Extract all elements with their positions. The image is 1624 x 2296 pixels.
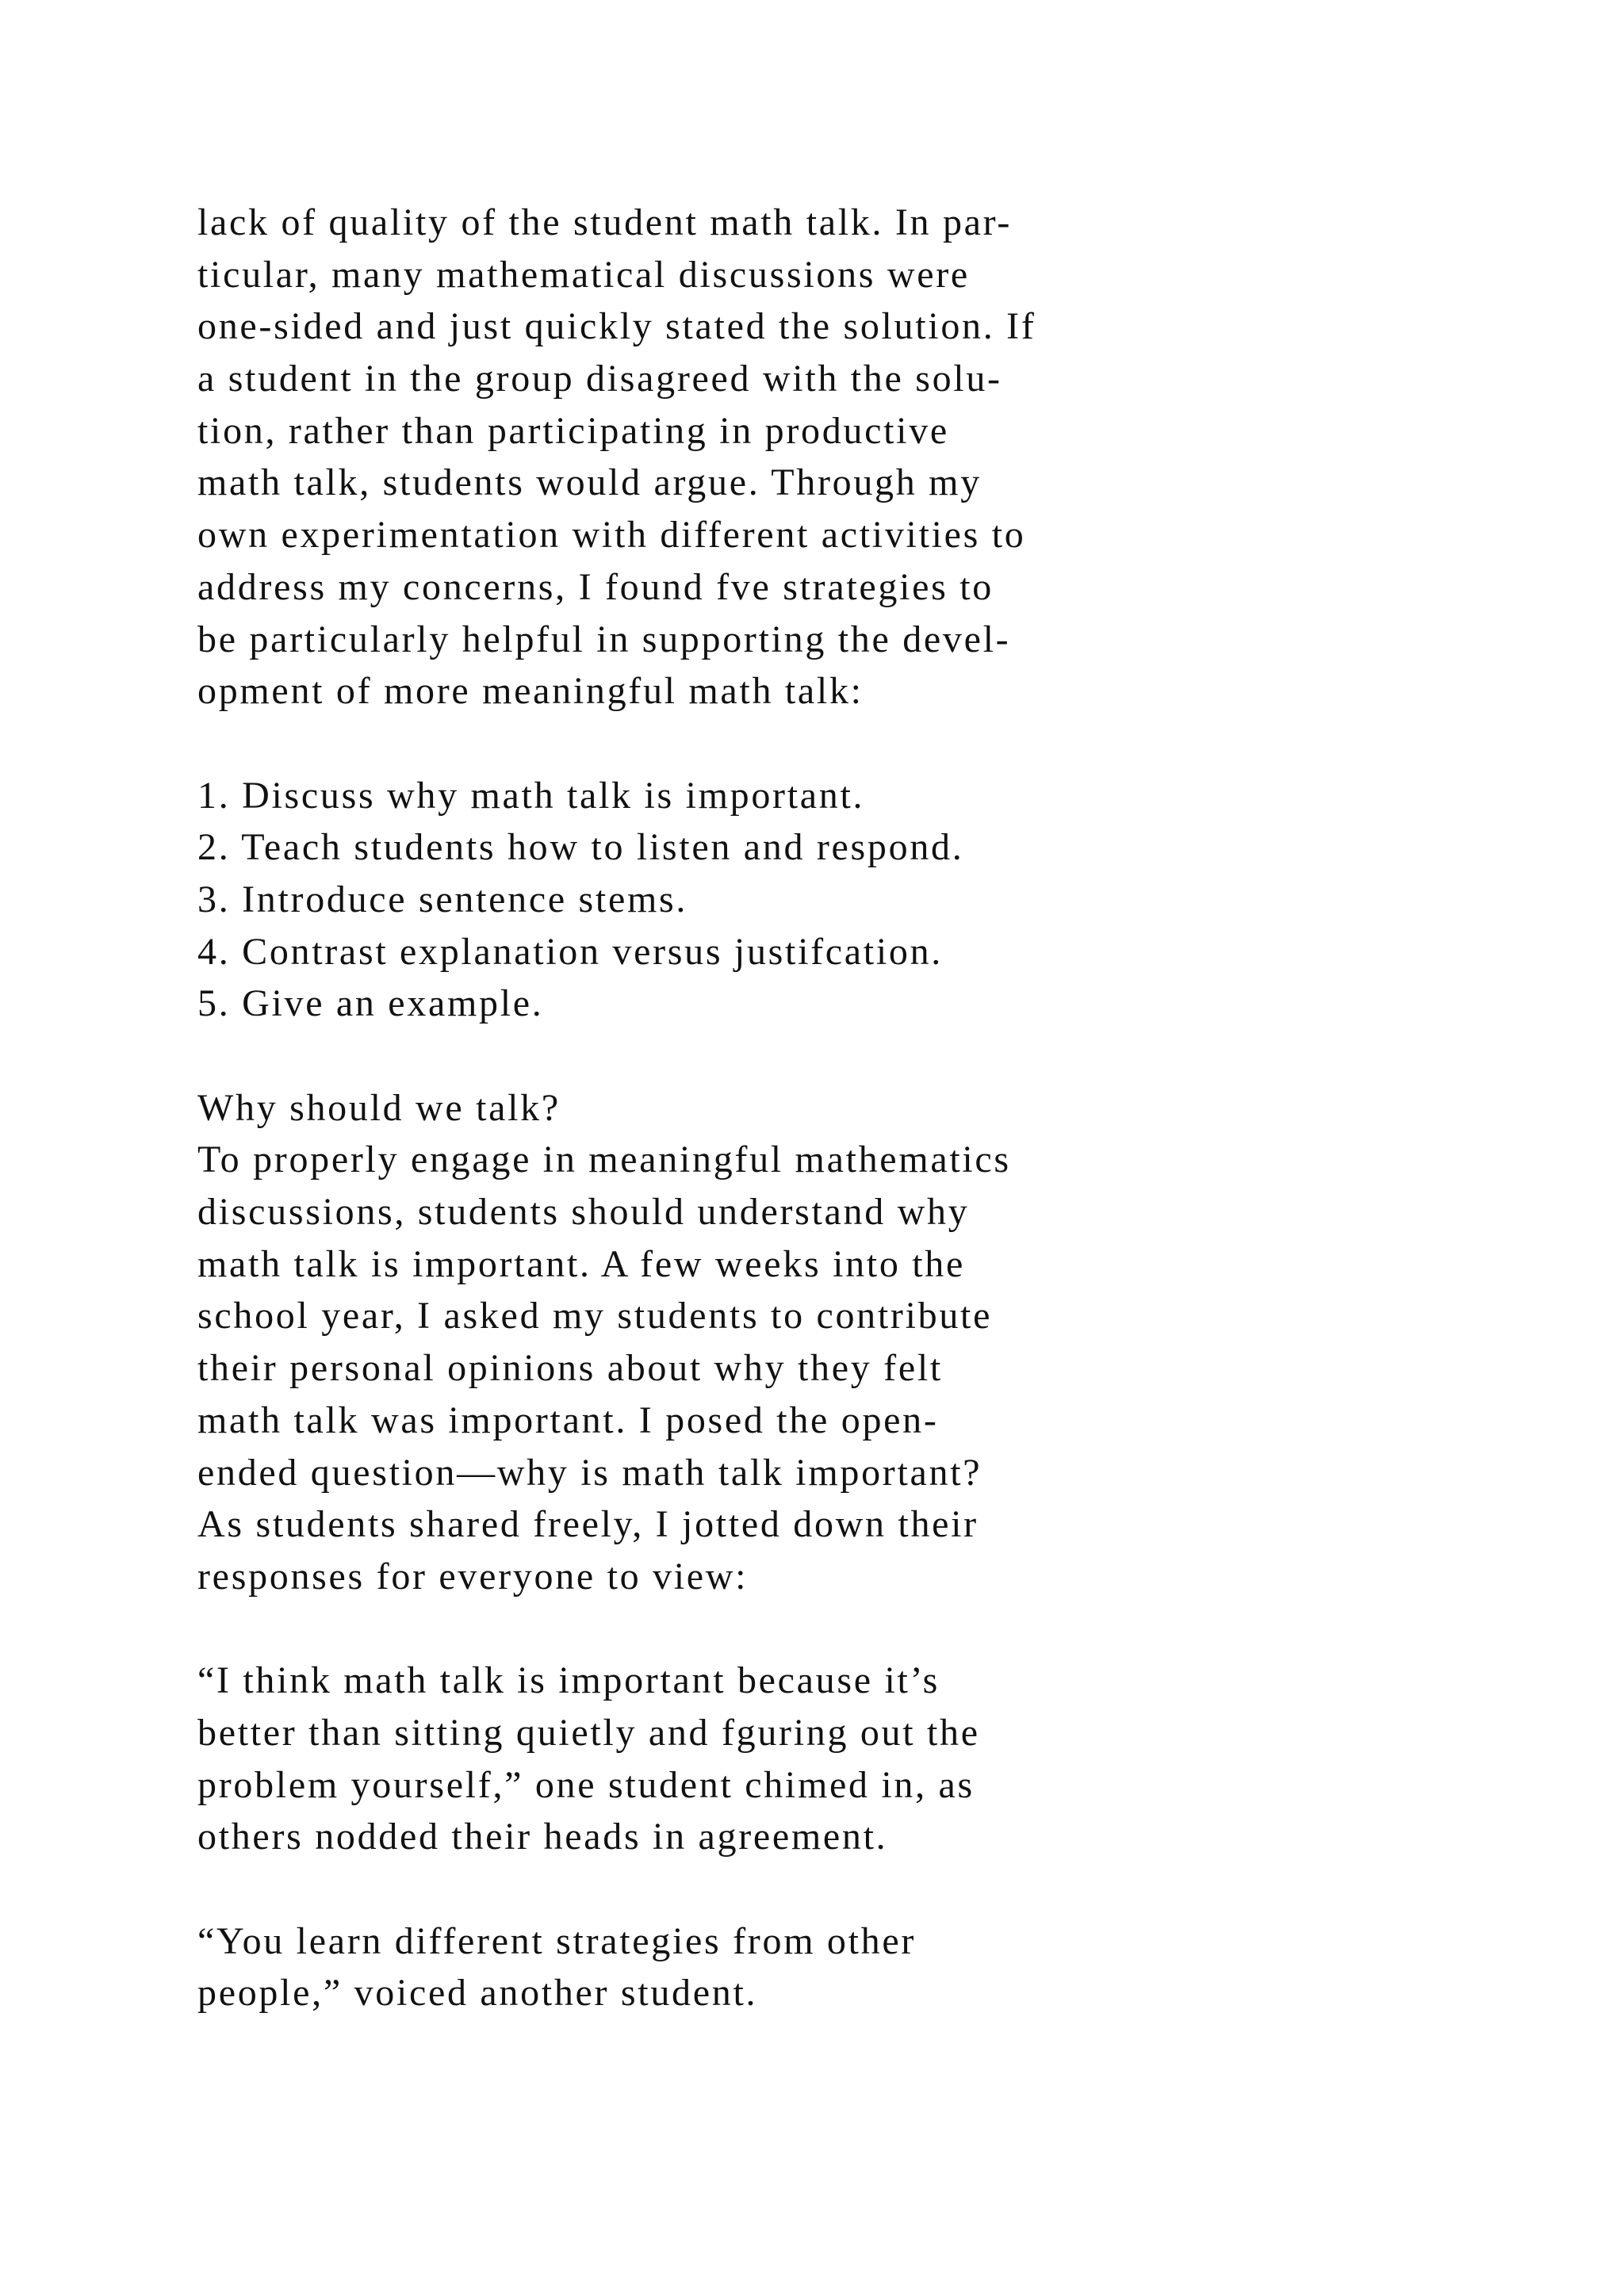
text-line: “I think math talk is important because it’s — [197, 1659, 940, 1702]
text-line: opment of more meaningful math talk: — [197, 670, 864, 713]
text-line: address my concerns, I found fve strategies to — [197, 565, 994, 608]
text-line: own experimentation with different activities to — [197, 514, 1026, 557]
paragraph-gap — [197, 1863, 1387, 1915]
text-line: As students shared freely, I jotted down their — [197, 1503, 979, 1546]
section-heading: Why should we talk? — [197, 1086, 561, 1129]
list-item: 4. Contrast explanation versus justifcation. — [197, 930, 943, 973]
text-line: be particularly helpful in supporting the devel- — [197, 618, 1011, 660]
student-quote-2 — [197, 1915, 1387, 2019]
paragraph-gap — [197, 1030, 1387, 1082]
list-item: 1. Discuss why math talk is important. — [197, 774, 865, 817]
text-line: one-sided and just quickly stated the solution. If — [197, 305, 1036, 348]
text-line: better than sitting quietly and fguring out the — [197, 1711, 980, 1754]
strategies-list — [197, 770, 1387, 1030]
text-line: math talk is important. A few weeks into the — [197, 1242, 965, 1285]
text-line: discussions, students should understand why — [197, 1191, 970, 1234]
paragraph-intro — [197, 197, 1387, 718]
text-line: ticular, many mathematical discussions were — [197, 253, 970, 296]
text-line: their personal opinions about why they felt — [197, 1347, 943, 1390]
text-line: a student in the group disagreed with the solu- — [197, 358, 1002, 400]
text-line: math talk, students would argue. Through my — [197, 461, 982, 504]
student-quote-1 — [197, 1655, 1387, 1863]
text-line: responses for everyone to view: — [197, 1555, 749, 1598]
paragraph-why-talk — [197, 1134, 1387, 1602]
text-line: “You learn different strategies from other — [197, 1919, 917, 1962]
paragraph-gap — [197, 1603, 1387, 1655]
text-line: problem yourself,” one student chimed in, as — [197, 1763, 975, 1806]
text-line: others nodded their heads in agreement. — [197, 1816, 888, 1858]
list-item: 3. Introduce sentence stems. — [197, 878, 688, 920]
text-line: ended question—why is math talk important? — [197, 1451, 982, 1494]
list-item: 5. Give an example. — [197, 982, 544, 1025]
text-line: To properly engage in meaningful mathematics — [197, 1138, 1011, 1181]
text-line: lack of quality of the student math talk. In par- — [197, 201, 1013, 243]
text-line: tion, rather than participating in productive — [197, 409, 949, 452]
text-line: people,” voiced another student. — [197, 1972, 758, 2015]
text-line: math talk was important. I posed the open- — [197, 1399, 939, 1441]
list-item: 2. Teach students how to listen and respond. — [197, 826, 964, 869]
body-text — [197, 197, 1387, 2019]
text-line: school year, I asked my students to contribute — [197, 1295, 993, 1337]
paragraph-gap — [197, 718, 1387, 770]
